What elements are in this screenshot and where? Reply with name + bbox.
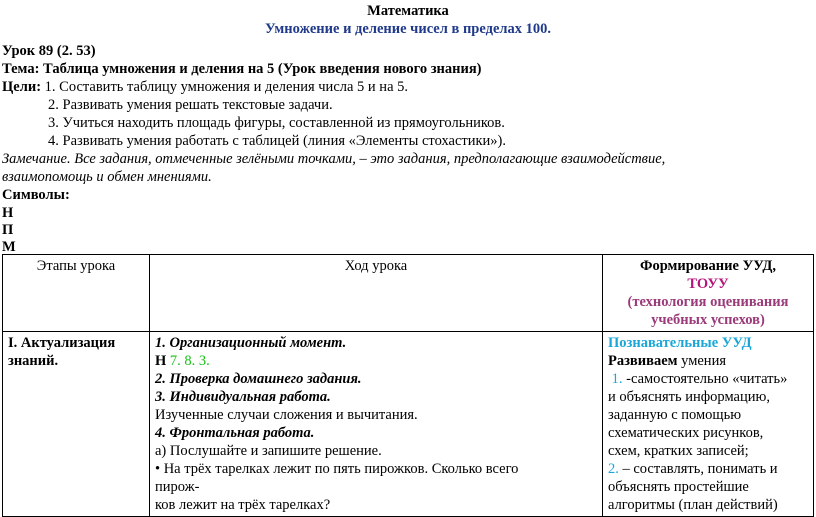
uud-1-line5: схем, кратких записей;	[608, 443, 749, 459]
uud-develop-bold: Развиваем	[608, 353, 678, 369]
header-course: Ход урока	[150, 255, 603, 332]
header-uud	[603, 255, 814, 332]
stage-cell	[3, 332, 150, 517]
step-2: 2. Проверка домашнего задания.	[155, 371, 362, 387]
uud-2-line2: объяснять простейшие	[608, 479, 749, 495]
step-3: 3. Индивидуальная работа.	[155, 389, 331, 405]
step-4-a: а) Послушайте и запишите решение.	[155, 443, 382, 459]
table-row	[3, 332, 814, 517]
symbols-label: Символы:	[2, 187, 70, 203]
step-3-text: Изученные случаи сложения и вычитания.	[155, 407, 418, 423]
lesson-number: Урок 89 (2. 53)	[2, 43, 96, 59]
header-uud-line2: ТОУУ	[687, 276, 729, 292]
n-marker-line	[155, 352, 597, 370]
topic-title: Умножение и деление чисел в пределах 100.	[264, 21, 552, 37]
uud-2	[608, 460, 808, 478]
goal-1: 1. Составить таблицу умножения и деления числа 5 и на 5.	[44, 79, 409, 95]
bullet-line-2: пирож-	[155, 479, 200, 495]
goals-label: Цели:	[2, 79, 42, 95]
n-letter: Н	[155, 353, 167, 369]
goal-4: 4. Развивать умения работать с таблицей (линия «Элементы стохастики»).	[48, 133, 507, 149]
goal-3: 3. Учиться находить площадь фигуры, составленной из прямоугольников.	[48, 115, 505, 131]
subject-title: Математика	[367, 3, 449, 19]
header-uud-line3: (технология оценивания	[627, 294, 789, 310]
uud-1-line4: схематических рисунков,	[608, 425, 764, 441]
table-header-row	[3, 255, 814, 332]
header-uud-line1: Формирование УУД,	[639, 258, 776, 274]
uud-develop	[608, 352, 808, 370]
uud-1-num: 1.	[611, 371, 623, 387]
uud-develop-rest: умения	[677, 353, 726, 369]
goals-line-1	[2, 78, 408, 96]
course-cell	[150, 332, 603, 517]
uud-1-line3: заданную с помощью	[608, 407, 742, 423]
n-numbers: 7. 8. 3.	[169, 353, 210, 369]
header-stages: Этапы урока	[3, 255, 150, 332]
uud-1	[608, 370, 808, 388]
uud-1-text: -самостоятельно «читать»	[622, 371, 788, 387]
remark-line-2: взаимопомощь и обмен мнениями.	[2, 169, 212, 185]
uud-2-text: – составлять, понимать и	[618, 461, 778, 477]
theme-text: Таблица умножения и деления на 5 (Урок введения нового знания)	[43, 61, 482, 77]
symbol-p: П	[2, 222, 14, 238]
goal-2: 2. Развивать умения решать текстовые задачи.	[48, 97, 333, 113]
step-1: 1. Организационный момент.	[155, 335, 347, 351]
lesson-table	[2, 254, 814, 517]
uud-cell	[603, 332, 814, 517]
header-uud-line4: учебных успехов)	[651, 312, 765, 328]
uud-1-line2: и объяснять информацию,	[608, 389, 770, 405]
remark-line-1: Замечание. Все задания, отмеченные зелёными точками, – это задания, предполагающие взаимодействие,	[2, 151, 666, 167]
stage-line-1: I. Актуализация	[8, 335, 116, 351]
symbol-n: Н	[2, 205, 14, 221]
uud-2-line3: алгоритмы (план действий)	[608, 497, 778, 513]
uud-2-num: 2.	[608, 461, 619, 477]
symbol-m: М	[2, 239, 16, 255]
lesson-theme	[2, 60, 482, 78]
uud-title: Познавательные УУД	[608, 335, 752, 351]
bullet-line-1: • На трёх тарелках лежит по пять пирожков. Сколько всего	[155, 461, 519, 477]
theme-label: Тема:	[2, 61, 40, 77]
bullet-line-3: ков лежит на трёх тарелках?	[155, 497, 331, 513]
step-4: 4. Фронтальная работа.	[155, 425, 315, 441]
stage-line-2: знаний.	[8, 353, 59, 369]
